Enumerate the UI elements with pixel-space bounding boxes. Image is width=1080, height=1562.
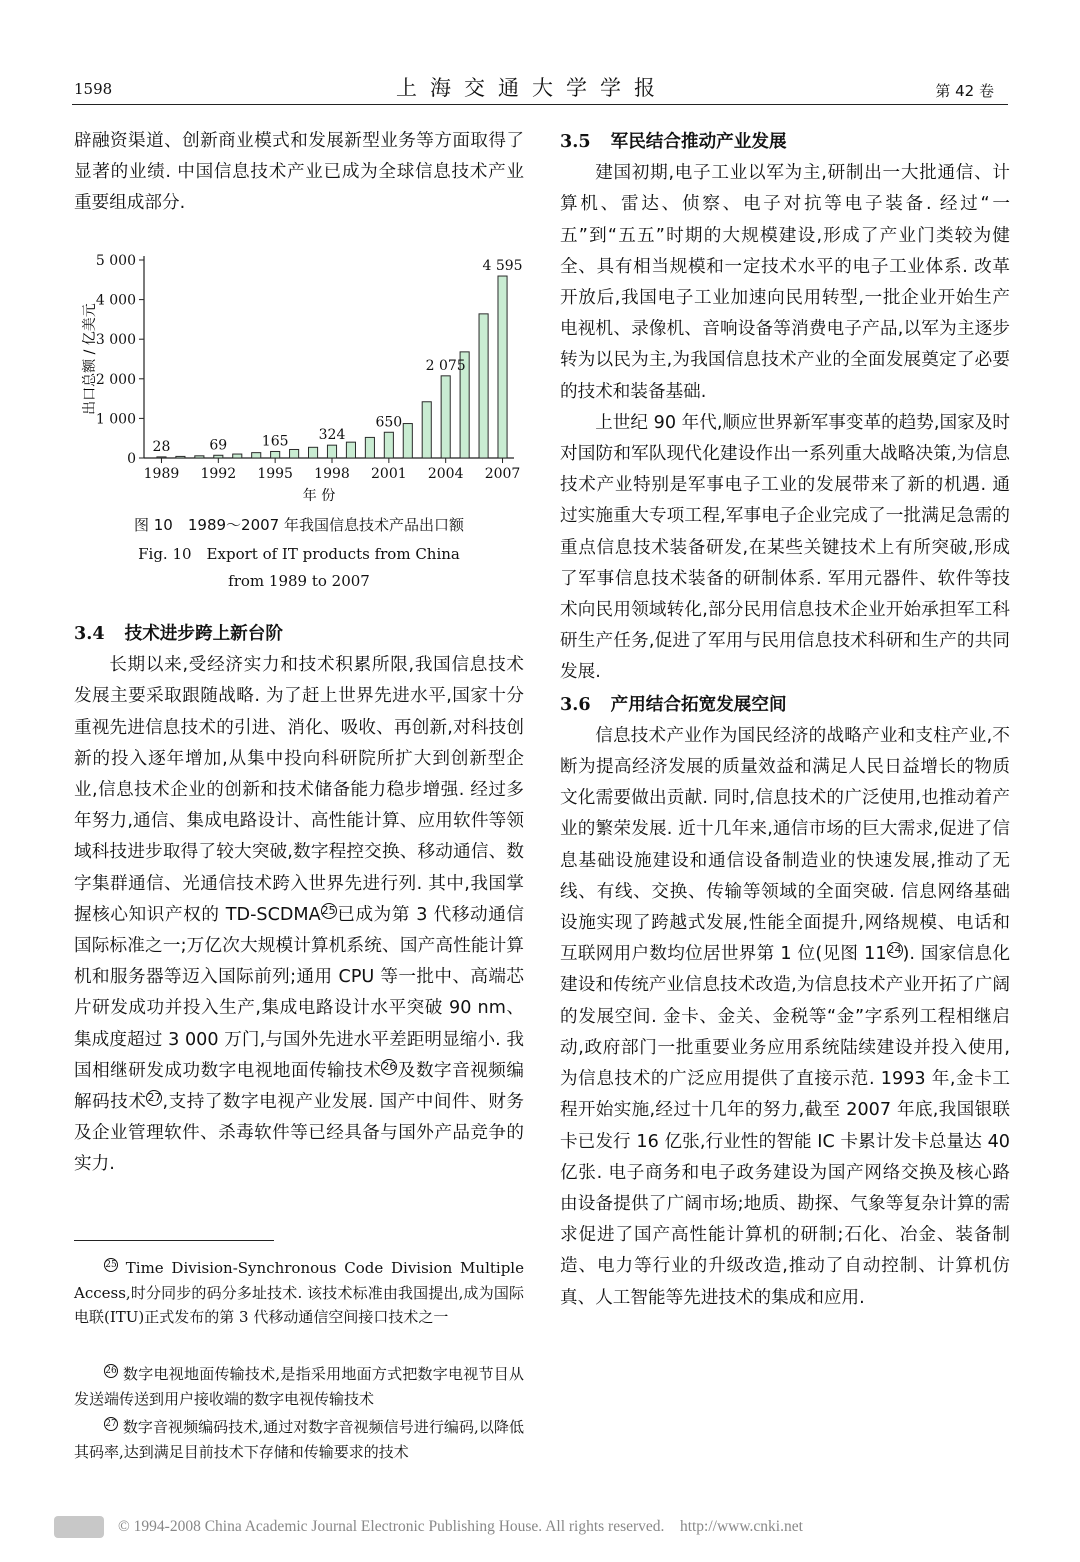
y-tick-label: 0 [127,451,136,467]
footnote-text: 数字音视频编码技术,通过对数字音视频信号进行编码,以降低其码率,达到满足目前技术下存储和传输要求的技术 [74,1418,524,1461]
paragraph: 建国初期,电子工业以军为主,研制出一大批通信、计算机、雷达、侦察、电子对抗等电子装备. 经过“一五”到“五五”时期的大规模建设,形成了产业门类较为健全、具有相当规模和一定技术水平的电子工业体系. 改革开放后,我国电子工业加速向民用转型,一批企业开始生产电视机、录像机、音响设备等消费电子产品,以军为主逐步转为以民为主,为我国信息技术产业的全面发展奠定了必要的技术和装备基础. [560,163,1010,402]
footnote-26 [74,1362,524,1411]
copyright: © 1994-2008 China Academic Journal Electronic Publishing House. All rights reserved. [118,1518,665,1535]
x-axis-label: 年 份 [302,488,336,504]
section-number: 3.6 [560,693,591,715]
footnote-text: 数字电视地面传输技术,是指采用地面方式把数字电视节目从发送端传送到用户接收端的数字电视传输技术 [74,1365,524,1408]
data-label: 69 [209,437,228,454]
data-label: 2 075 [425,357,466,374]
bar [384,432,393,458]
bar [176,456,185,458]
y-tick-label: 5 000 [95,253,136,269]
y-tick-label: 3 000 [95,332,136,349]
copyright-text [118,1518,803,1536]
footnote-mark: 26 [105,1366,117,1376]
section-3-4 [74,618,524,1181]
footer-url[interactable]: http://www.cnki.net [679,1518,803,1535]
paragraph: 上世纪 90 年代,顺应世界新军事变革的趋势,国家及时对国防和军队现代化建设作出一系列重大战略决策,为信息技术产业特别是军事电子工业的发展带来了新的机遇. 通过实施重大专项工程,军事电子企业完成了一批满足急需的重点信息技术装备研发,在某些关键技术上有所突破,形成了军事信息技术装备的研制体系. 军用元器件、软件等技术向民用领域转化,部分民用信息技术企业开始承担军工科研生产任务,促进了军用与民用信息技术科研和生产的共同发展. [560,412,1010,683]
text-run: ). 国家信息化建设和传统产业信息技术改造,为信息技术产业开拓了广阔的发展空间. 金卡、金关、金税等“金”字系列工程相继启动,政府部门一批重要业务应用系统陆续建设并投入使用,为信息技术的广泛应用提供了直接示范. 1993 年,金卡工程开始实施,经过十几年的努力,截至 2007 年底,我国银联卡已发行 16 亿张,行业性的智能 IC 卡累计发卡总量达 40 亿张. 电子商务和电子政务建设为国产网络交换及核心路由设备提供了广阔市场;地质、勘探、气象等复杂计算的需求促进了国产高性能计算机的研制;石化、冶金、装备制造、电力等行业的升级改造,推动了自动控制、计算机仿真、人工智能等先进技术的集成和应用. [560,944,1010,1308]
paragraph: 辟融资渠道、创新商业模式和发展新型业务等方面取得了显著的业绩. 中国信息技术产业已成为全球信息技术产业重要组成部分. [74,131,524,214]
footnote-ref[interactable]: 25 [321,903,336,917]
bar [309,447,318,458]
data-label: 650 [375,414,403,431]
x-tick-label: 2004 [427,466,464,482]
bar [346,442,355,458]
section-number: 3.5 [560,131,591,152]
text-run: ,支持了数字电视产业发展. 国产中间件、财务及企业管理软件、杀毒软件等已经具备与国外产品竞争的实力. [74,1092,524,1175]
header-rule [72,104,1008,105]
x-tick-label: 2007 [484,466,521,482]
left-top-paragraph [74,126,524,220]
bar [252,453,261,458]
y-tick-label: 2 000 [95,371,136,388]
footnote-ref[interactable]: 24 [887,943,902,957]
bar [290,449,299,458]
x-tick-label: 2001 [371,466,407,482]
text-run: 及数字音视频编解码技术 [74,1060,524,1113]
cnki-logo [54,1516,104,1538]
running-header [0,72,1080,106]
bar [479,314,488,458]
section-heading [560,126,1010,158]
section-title: 军民结合推动产业发展 [610,132,787,152]
data-label: 28 [152,438,171,455]
page-number: 1598 [74,80,113,98]
bar [441,376,450,458]
footnote-ref[interactable]: 27 [147,1091,162,1105]
text-run: 已成为第 3 代移动通信国际标准之一;万亿次大规模计算机系统、国产高性能计算机和服务器等迈入国际前列;通用 CPU 等一批中、高端芯片研发成功并投入生产,集成电路设计水平突破 90 nm、集成度超过 3 000 万门,与国外先进水平差距明显缩小. 我国相继研发成功数字电视地面传输技术 [74,904,524,1081]
volume-label: 第 42 卷 [935,82,994,100]
footnote-text: Time Division-Synchronous Code Division Multiple Access,时分同步的码分多址技术. 该技术标准由我国提出,成为国际电联(ITU)正式发布的第 3 代移动通信空间接口技术之一 [74,1259,524,1326]
bar [195,456,204,458]
section-heading [560,689,1010,721]
bar [498,276,507,458]
bar [214,455,223,458]
footnote-27 [74,1415,524,1464]
y-tick-label: 1 000 [95,411,136,428]
bar [157,457,166,458]
footnote-mark: 27 [105,1419,117,1429]
journal-title: 上海交通大学学报 [396,76,668,100]
text-run: 信息技术产业作为国民经济的战略产业和支柱产业,不断为提高经济发展的质量效益和满足人民日益增长的物质文化需要做出贡献. 同时,信息技术的广泛使用,也推动着产业的繁荣发展. 近十几年来,通信市场的巨大需求,促进了信息基础设施建设和通信设备制造业的快速发展,推动了无线、有线、交换、传输等领域的全面突破. 信息网络基础设施实现了跨越式发展,性能全面提升,网络规模、电话和互联网用户数均位居世界第 1 位(见图 11 [560,725,1010,965]
bar [403,424,412,458]
right-column [560,126,1010,1314]
y-tick-label: 4 000 [95,292,136,309]
figure-caption-en-2: from 1989 to 2007 [228,572,370,590]
bar [327,445,336,458]
data-label: 4 595 [482,258,523,275]
section-number: 3.4 [74,623,105,644]
figure-10-chart [74,240,524,510]
section-title: 技术进步跨上新台阶 [124,624,283,644]
footnote-rule [74,1240,274,1241]
x-tick-label: 1995 [257,466,293,482]
figure-caption-cn: 图 10 1989～2007 年我国信息技术产品出口额 [134,516,464,534]
footnote-ref[interactable]: 26 [382,1059,397,1073]
paragraph [74,650,524,1180]
paragraph [560,721,1010,1314]
section-title: 产用结合拓宽发展空间 [610,694,787,715]
x-tick-label: 1998 [314,466,350,482]
bar [271,451,280,458]
bar [422,402,431,458]
data-label: 165 [261,433,289,450]
y-axis-label: 出口总额 / 亿美元 [82,303,98,415]
bar-chart-svg [74,240,524,510]
text-run: 长期以来,受经济实力和技术积累所限,我国信息技术发展主要采取跟随战略. 为了赶上世界先进水平,国家十分重视先进信息技术的引进、消化、吸收、再创新,对科技创新的投入逐年增加,从集中投向科研院所扩大到创新型企业,信息技术企业的创新和技术储备能力稳步增强. 经过多年努力,通信、集成电路设计、高性能计算、应用软件等领域科技进步取得了较大突破,数字程控交换、移动通信、数字集群通信、光通信技术跨入世界先进行列. 其中,我国掌握核心知识产权的 TD-SCDMA [74,655,524,925]
section-heading [74,618,524,650]
bar [233,454,242,458]
figure-caption-en-1: Fig. 10 Export of IT products from China [138,545,460,563]
data-label: 324 [318,427,346,444]
footnote-mark: 25 [105,1260,117,1270]
page-footer [54,1514,1004,1544]
x-tick-label: 1989 [143,466,180,482]
x-tick-label: 1992 [200,466,237,482]
bar [365,437,374,458]
footnote-25 [74,1256,524,1330]
